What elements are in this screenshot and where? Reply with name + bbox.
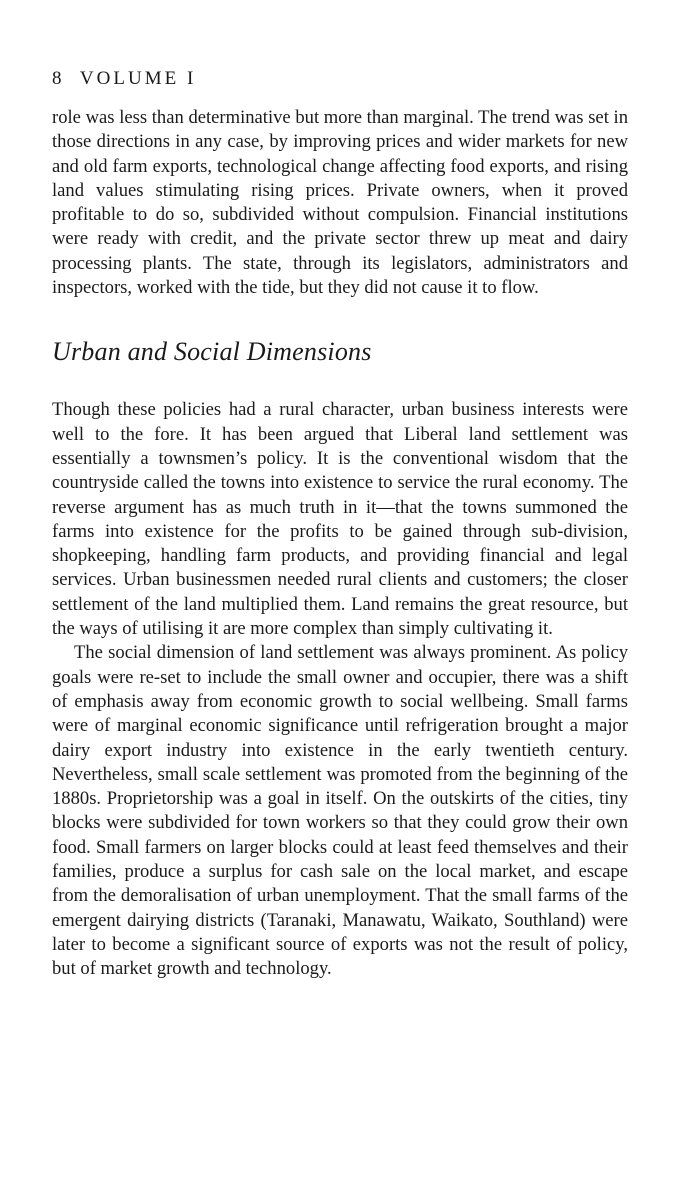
paragraph-social: The social dimension of land settlement was always prominent. As policy goals were re-set to include the small owner and occupier, there was a shift of emphasis away from economic growth to social wellbeing. Small farms were of marginal economic significance until refrigeration brought a major dairy export industry into existence in the early twentieth century. Nevertheless, small scale settlement was promoted from the beginning of the 1880s. Proprietorship was a goal in itself. On the outskirts of the cities, tiny blocks were subdivided for town workers so that they could grow their own food. Small farmers on larger blocks could at least feed themselves and their families, produce a surplus for cash sale on the local market, and escape from the demoralisation of urban unemployment. That the small farms of the emergent dairying districts (Taranaki, Manawatu, Waikato, Southland) were later to become a significant source of exports was not the result of policy, but of market growth and technology. — [52, 642, 628, 980]
paragraph-urban: Though these policies had a rural character, urban business interests were well to the fore. It has been argued that Liberal land settlement was essentially a townsmen’s policy. It is the conventional wisdom that the countryside called the towns into existence to service the rural economy. The reverse argument has as much truth in it—that the towns summoned the farms into existence for the profits to be gained through sub-division, shopkeeping, handling farm products, and providing financial and legal services. Urban businessmen needed rural clients and customers; the closer settlement of the land multiplied them. Land remains the great resource, but the ways of utilising it are more complex than simply cultivating it. — [52, 399, 628, 640]
paragraph-continuation: role was less than determinative but more than marginal. The trend was set in those directions in any case, by improving prices and wider markets for new and old farm exports, technological change affecting food exports, and rising land values stimulating rising prices. Private owners, when it proved profitable to do so, subdivided without compulsion. Financial institutions were ready with credit, and the private sector threw up meat and dairy processing plants. The state, through its legislators, administrators and inspectors, worked with the tide, but they did not cause it to flow. — [52, 107, 628, 299]
section-heading: Urban and Social Dimensions — [52, 337, 372, 367]
volume-label: VOLUME I — [79, 68, 197, 89]
book-page — [52, 66, 628, 982]
running-head — [52, 66, 628, 92]
page-number: 8 — [52, 68, 65, 89]
